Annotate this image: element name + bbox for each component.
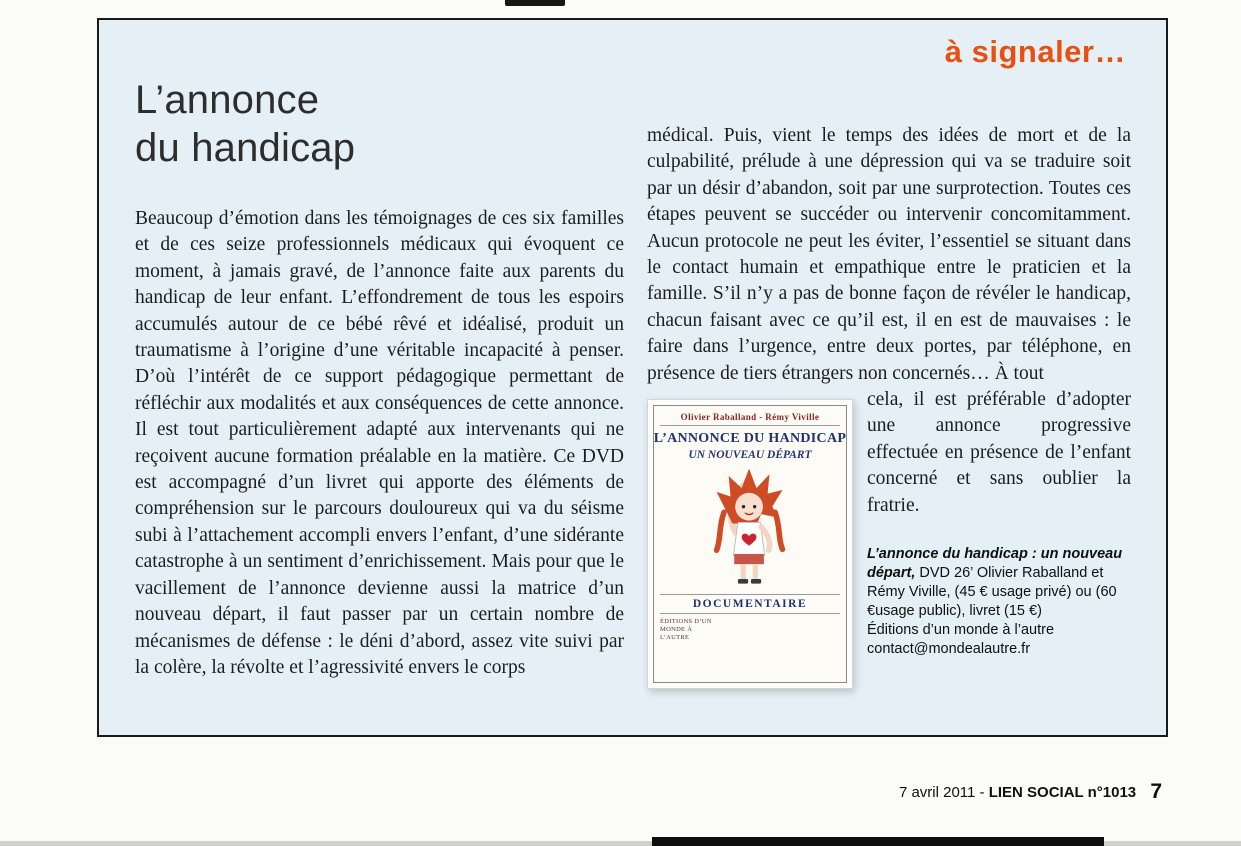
section-label: à signaler… xyxy=(944,34,1126,69)
scan-artifact-top xyxy=(505,0,565,6)
caption-details: DVD 26’ Olivier Raballand et Rémy Viville, (45 € usage privé) ou (60 €usage public), livret (15 €) xyxy=(867,565,1117,620)
page-footer xyxy=(899,780,1162,804)
right-column xyxy=(647,123,1131,695)
article-title-line1: L’annonce xyxy=(135,78,320,122)
dvd-cover xyxy=(647,399,853,689)
dvd-cover-inner xyxy=(653,405,847,683)
article-title-line2: du handicap xyxy=(135,126,356,170)
footer-page-number: 7 xyxy=(1150,780,1162,803)
right-column-wrap-text: cela, il est préférable d’adopter une annonce progressive effectuée en présence de l’enfant concerné et sans oublier la fratrie. xyxy=(867,389,1131,516)
caption-title: L’annonce du handicap : un nouveau départ, xyxy=(867,546,1123,582)
footer-date: 7 avril 2011 - xyxy=(898,784,989,801)
scan-artifact-bottom xyxy=(652,837,1104,846)
dvd-publisher-logo: ÉDITIONS D’UN MONDE À L’AUTRE xyxy=(660,618,712,642)
article-title xyxy=(135,76,355,172)
dvd-title: L’ANNONCE DU HANDICAP xyxy=(653,431,847,447)
article-box xyxy=(97,18,1168,737)
caption-publisher: Éditions d’un monde à l’autre xyxy=(867,622,1055,639)
dvd-caption xyxy=(867,545,1131,659)
caption-email: contact@mondealautre.fr xyxy=(867,641,1031,658)
dvd-genre-label: DOCUMENTAIRE xyxy=(660,594,840,614)
dvd-authors: Olivier Raballand - Rémy Viville xyxy=(660,412,840,426)
right-column-text: médical. Puis, vient le temps des idées de mort et de la culpabilité, prélude à une dépression qui va se traduire soit par un désir d’abandon, soit par une surprotection. Toutes ces étapes peuvent se succéder ou intervenir concomitamment. Aucun protocole ne peut les éviter, l’essentiel se situant dans le contact humain et empathique entre le praticien et la famille. S’il n’y a pas de bonne façon de révéler le handicap, chacun faisant avec ce qu’il est, il en est de mauvaises : le faire dans l’urgence, entre deux portes, par téléphone, en présence de tiers étrangers non concernés… À tout xyxy=(647,125,1131,384)
dvd-illustration xyxy=(691,464,809,592)
footer-publication: LIEN SOCIAL n°1013 xyxy=(988,784,1137,801)
dvd-subtitle: UN NOUVEAU DÉPART xyxy=(688,449,812,462)
left-column-text: Beaucoup d’émotion dans les témoignages de ces six familles et de ces seize professionnels médicaux qui évoquent ce moment, à jamais gravé, de l’annonce faite aux parents du handicap de leur enfant. L’effondrement de tous les espoirs accumulés autour de ce bébé rêvé et idéalisé, produit un traumatisme à l’origine d’une véritable incapacité à penser. D’où l’intérêt de ce support pédagogique permettant de réfléchir aux modalités et aux conséquences de cette annonce. Il est tout particulièrement adapté aux intervenants qui ne reçoivent aucune formation préalable en la matière. Ce DVD est accompagné d’un livret qui apporte des éléments de compréhension sur le parcours douloureux qui va du séisme subi à l’attachement accompli envers l’enfant, d’une sidérante catastrophe à un sentiment d’enrichissement. Mais pour que le vacillement de l’annonce devienne aussi la matrice d’un nouveau départ, il faut passer par un certain nombre de mécanismes de défense : le déni d’abord, assez vite suivi par la colère, la révolte et l’agressivité envers le corps xyxy=(135,208,624,678)
